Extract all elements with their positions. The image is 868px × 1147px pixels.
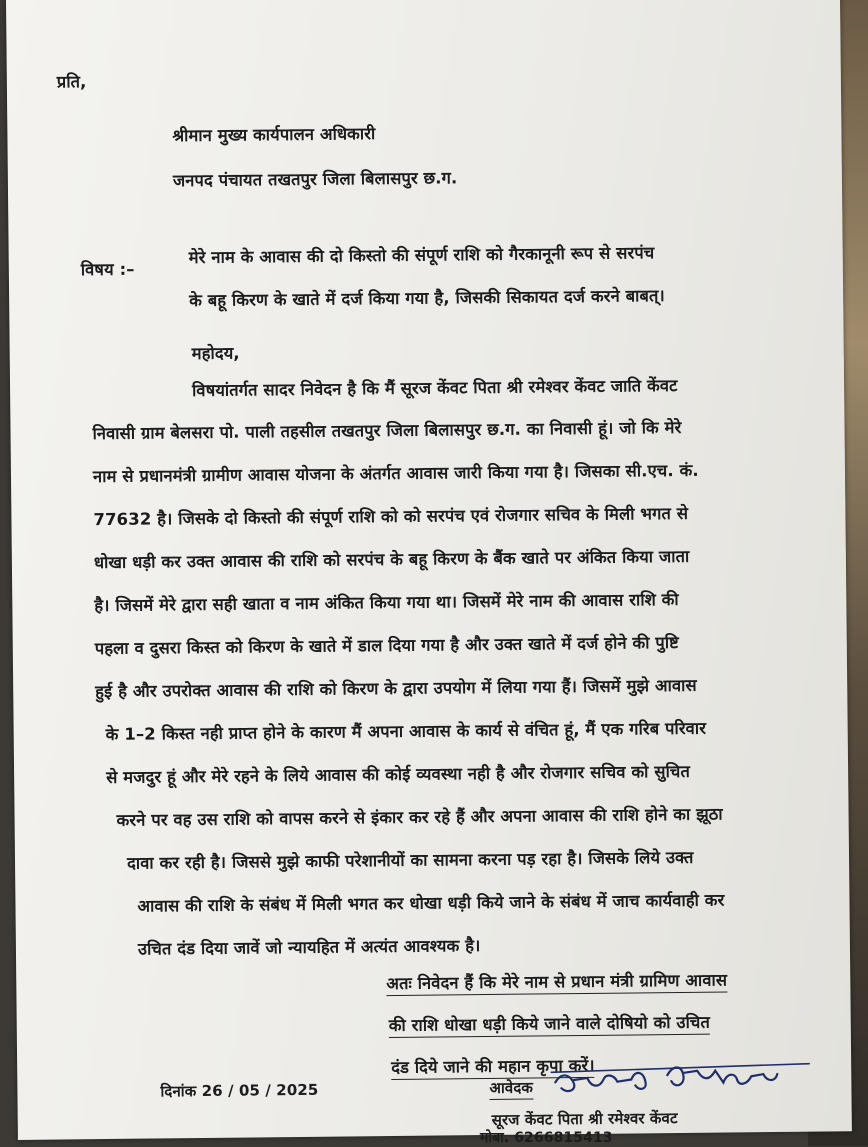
body-line: दावा कर रही है। जिससे मुझे काफी परेशानीयों का सामना करना पड़ रहा है। जिसके लिये उक्त bbox=[126, 847, 694, 873]
request-line: की राशि धोखा धड़ी किये जाने वाले दोषियो को उचित bbox=[389, 1010, 710, 1038]
subject-label: विषय :– bbox=[80, 259, 135, 280]
date-text: दिनांक 26 / 05 / 2025 bbox=[160, 1080, 319, 1101]
request-line: अतः निवेदन हैं कि मेरे नाम से प्रधान मंत्री ग्रामिण आवास bbox=[386, 968, 727, 997]
body-line: विषयांतर्गत सादर निवेदन है कि मैं सूरज केंवट पिता श्री रमेश्वर केंवट जाति केंवट bbox=[192, 375, 678, 401]
body-line: से मजदुर हूं और मेरे रहने के लिये आवास की कोई व्यवस्था नही है और रोजगार सचिव को सुचित bbox=[106, 761, 691, 787]
salutation-to: प्रति, bbox=[56, 72, 87, 92]
body-line: 77632 है। जिसके दो किस्तो की संपूर्ण राशि को को सरपंच एवं रोजगार सचिव के मिली भगत से bbox=[93, 503, 689, 530]
subject-line-2: के बहू किरण के खाते में दर्ज किया गया है, जिसकी सिकायत दर्ज करने बाबत्। bbox=[189, 286, 665, 311]
applicant-name: सूरज केंवट पिता श्री रमेश्वर केंवट bbox=[491, 1109, 678, 1129]
signature bbox=[547, 1050, 818, 1103]
body-line: उचित दंड दिया जावें जो न्यायहित में अत्यंत आवश्यक है। bbox=[137, 936, 481, 959]
request-line: दंड दिये जाने की महान कृपा करें। bbox=[391, 1053, 595, 1080]
body-line: पहला व दुसरा किस्त को किरण के खाते में डाल दिया गया है और उक्त खाते में दर्ज होने की पुष्टि bbox=[94, 632, 679, 659]
subject-line-1: मेरे नाम के आवास की दो किस्तो की संपूर्ण राशि को गैरकानूनी रूप से सरपंच bbox=[188, 243, 655, 268]
recipient-line-2: जनपद पंचायत तखतपुर जिला बिलासपुर छ.ग. bbox=[172, 168, 458, 191]
body-line: करने पर वह उस राशि को वापस करने से इंकार कर रहे हैं और अपना आवास की राशि होने का झूठा bbox=[116, 804, 723, 830]
body-line: आवास की राशि के संबंध में मिली भगत कर धोखा धड़ी किये जाने के संबंध में जाच कार्यवाही कर bbox=[137, 890, 725, 916]
mobile-number: मोबा. 6266815413 bbox=[480, 1130, 613, 1146]
body-line: के 1–2 किस्त नही प्राप्त होने के कारण मैं अपना आवास के कार्य से वंचित हूं, मैं एक गरिब परिवार bbox=[105, 718, 707, 744]
letter-page bbox=[6, 0, 852, 1140]
greeting: महोदय, bbox=[191, 343, 240, 364]
body-line: नाम से प्रधानमंत्री ग्रामीण आवास योजना के अंतर्गत आवास जारी किया गया है। जिसका सी.एच. कं. bbox=[92, 460, 699, 487]
body-line: निवासी ग्राम बेलसरा पो. पाली तहसील तखतपुर जिला बिलासपुर छ.ग. का निवासी हूं। जो कि मेरे bbox=[92, 417, 682, 444]
body-line: धोखा धड़ी कर उक्त आवास की राशि को सरपंच के बहू किरण के बैंक खाते पर अंकित किया जाता bbox=[93, 546, 690, 573]
body-line: हुई है और उपरोक्त आवास की राशि को किरण के द्वारा उपयोग में लिया गया हैं। जिसमें मुझे आवास bbox=[95, 675, 697, 702]
recipient-line-1: श्रीमान मुख्य कार्यपालन अधिकारी bbox=[172, 124, 376, 146]
body-line: है। जिसमें मेरे द्वारा सही खाता व नाम अंकित किया गया था। जिसमें मेरे नाम की आवास राशि की bbox=[94, 589, 679, 616]
applicant-label: आवेदक bbox=[489, 1078, 533, 1100]
